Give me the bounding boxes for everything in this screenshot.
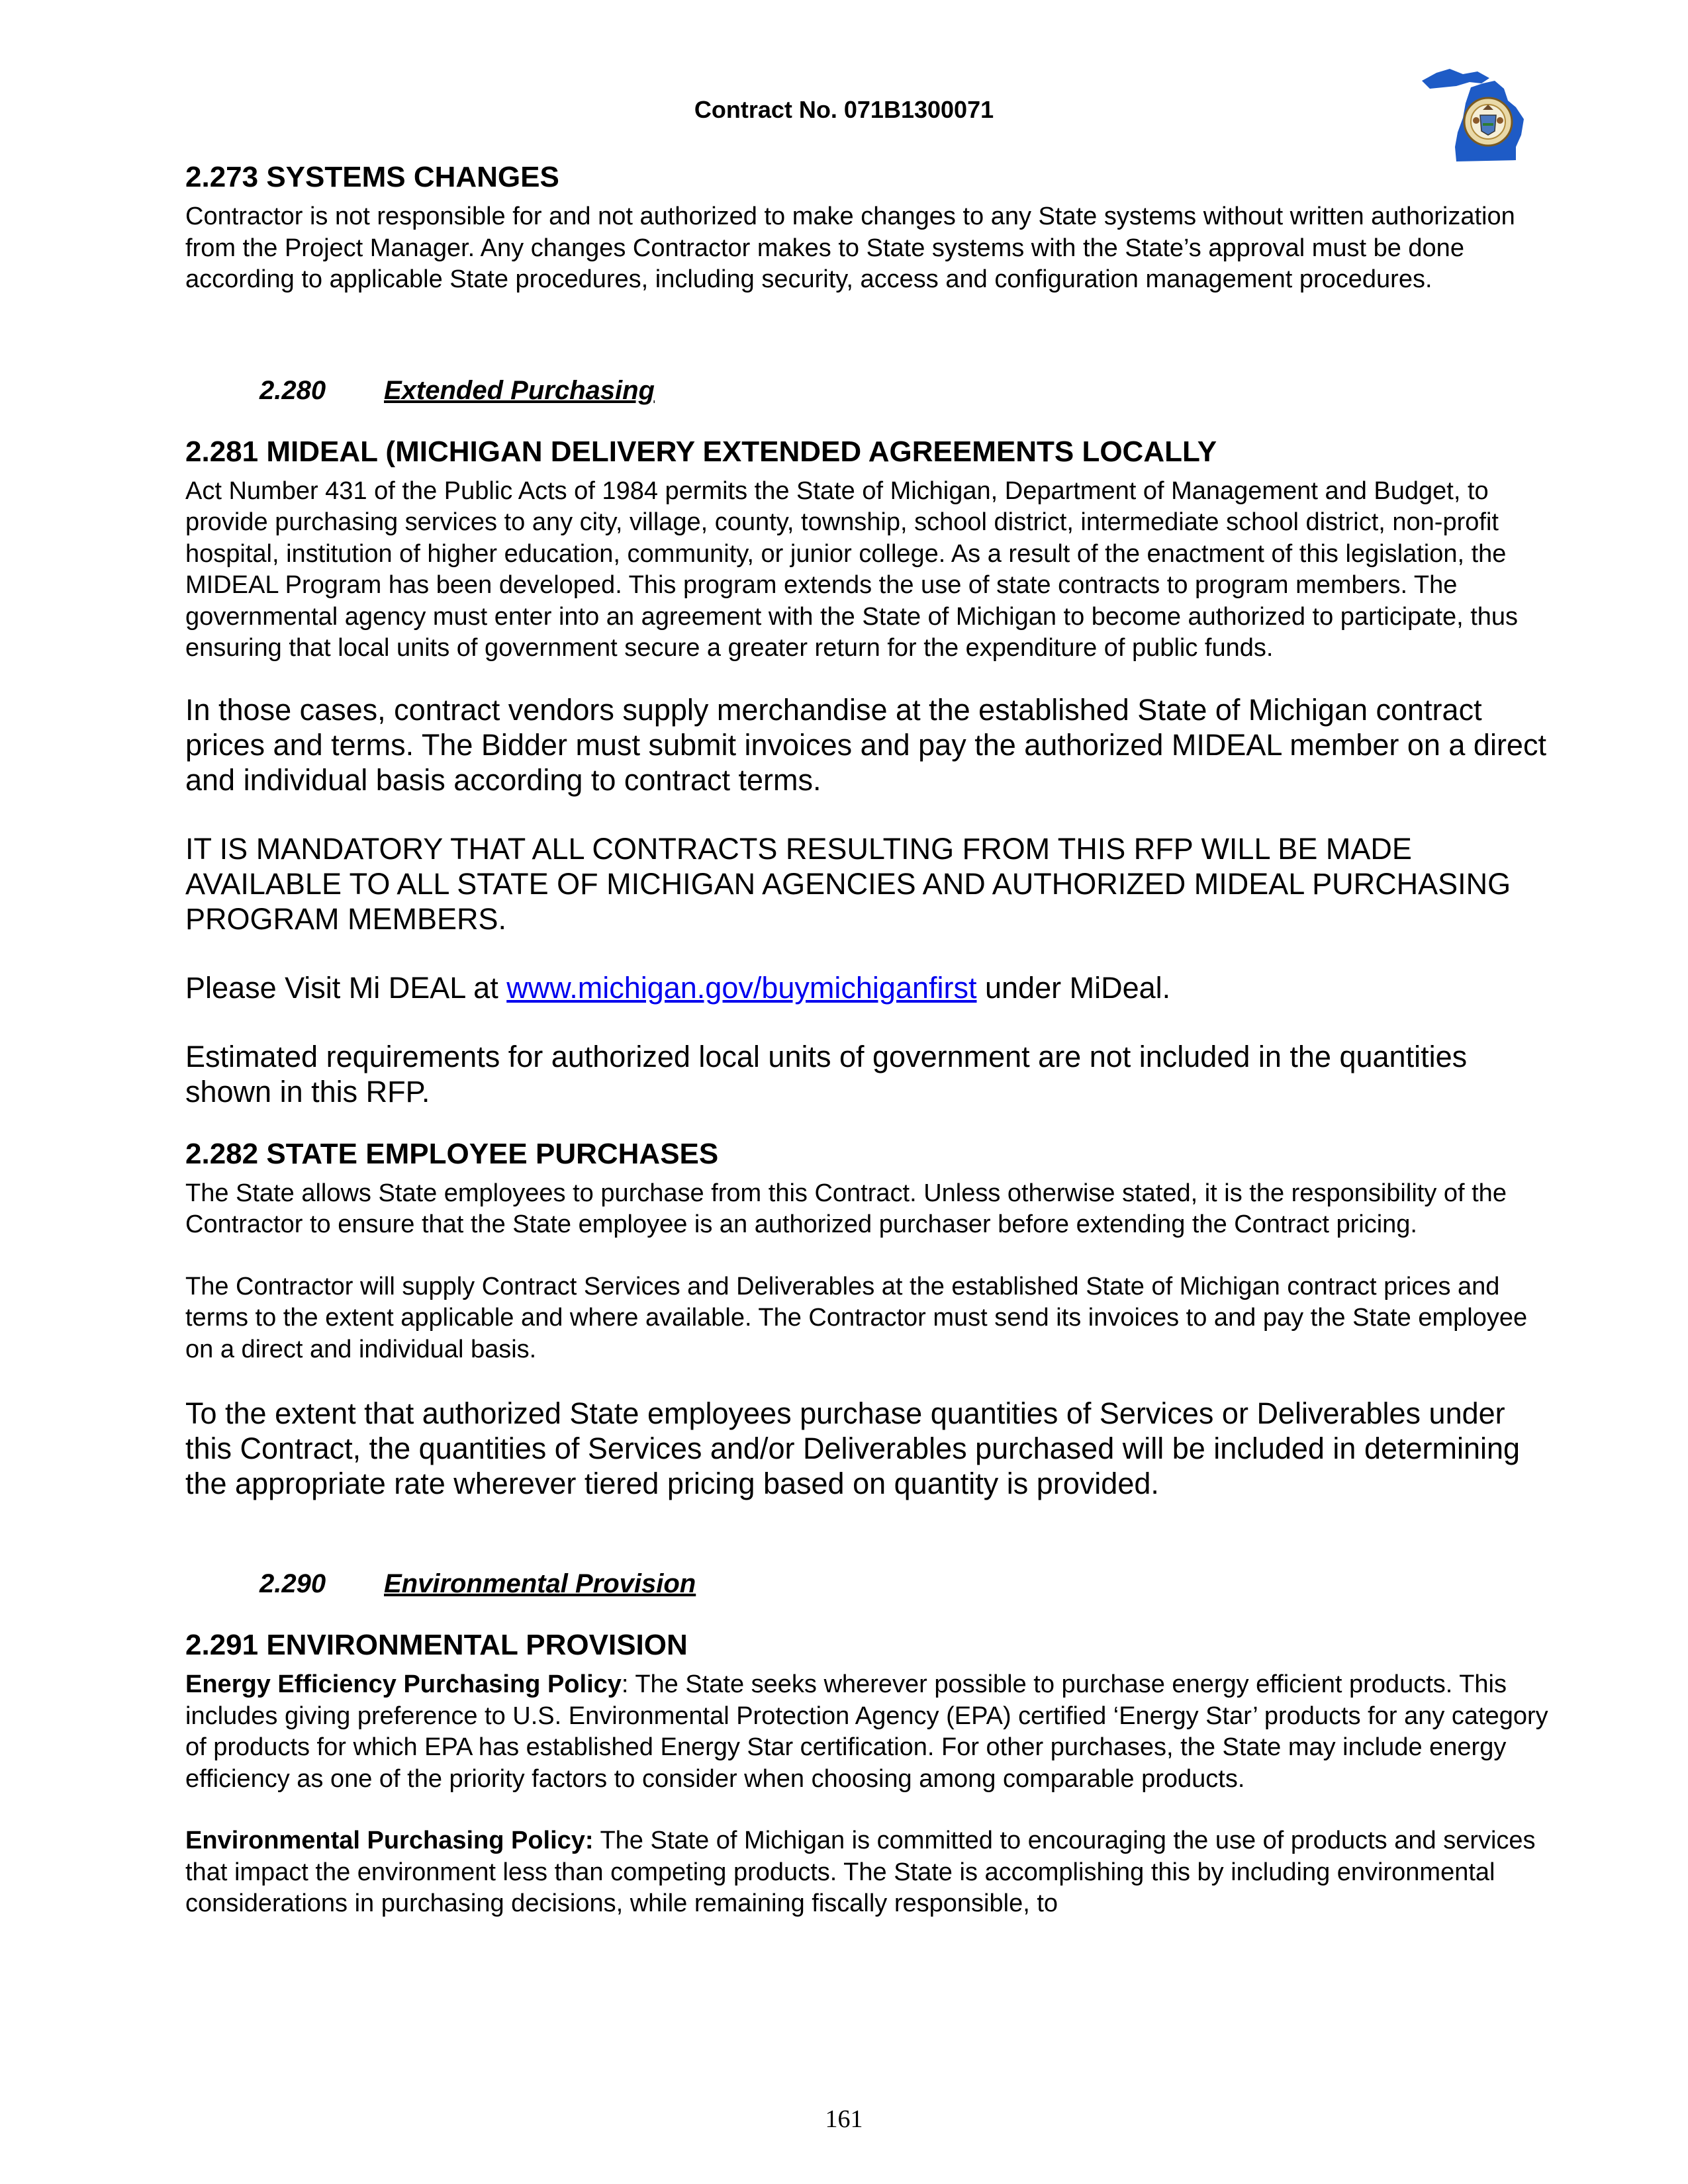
section-2-282-paragraph-1: The State allows State employees to purchase from this Contract. Unless otherwise stated, it is the responsibility of the Contractor to ensure that the State employee is an authorized purchaser before extending the Contract pricing. <box>185 1179 1507 1238</box>
page-number: 161 <box>825 2105 863 2133</box>
energy-policy-label: Energy Efficiency Purchasing Policy <box>185 1670 622 1698</box>
subsection-number: 2.290 <box>259 1569 326 1598</box>
section-2-281-paragraph-3: IT IS MANDATORY THAT ALL CONTRACTS RESULTING FROM THIS RFP WILL BE MADE AVAILABLE TO ALL STATE OF MICHIGAN AGENCIES AND AUTHORIZED MIDEAL PURCHASING PROGRAM MEMBERS. <box>185 831 1511 936</box>
contract-number-header: Contract No. 071B1300071 <box>694 96 994 123</box>
subsection-number: 2.280 <box>259 375 326 405</box>
visit-text-end: under MiDeal. <box>976 970 1171 1005</box>
environmental-policy-text: The State of Michigan is committed to encouraging the use of products and services that impact the environment less than competing products. The State is accomplishing this by including environmental considerations in purchasing decisions, while remaining fiscally responsible, to <box>185 1827 1536 1917</box>
buymichiganfirst-link[interactable]: www.michigan.gov/buymichiganfirst <box>506 970 977 1005</box>
section-2-281-paragraph-4 <box>185 970 1549 1005</box>
section-2-281-paragraph-5: Estimated requirements for authorized local units of government are not included in the quantities shown in this RFP. <box>185 1039 1468 1109</box>
subsection-heading-2-280 <box>185 374 1549 407</box>
section-heading-2-273: 2.273 SYSTEMS CHANGES <box>185 161 559 193</box>
document-body <box>185 159 1549 1920</box>
michigan-state-seal-icon <box>1417 54 1529 167</box>
subsection-heading-2-290 <box>185 1567 1549 1600</box>
section-heading-2-291: 2.291 ENVIRONMENTAL PROVISION <box>185 1629 688 1661</box>
energy-policy-text: : The State seeks wherever possible to purchase energy efficient products. This includes giving preference to U.S. Environmental Protection Agency (EPA) certified ‘Energy Star’ products for any category of products for which EPA has established Energy Star certification. For other purchases, the State may include energy efficiency as one of the priority factors to consider when choosing among comparable products. <box>185 1670 1548 1793</box>
section-2-282-paragraph-3: To the extent that authorized State employees purchase quantities of Services or Deliverables under this Contract, the quantities of Services and/or Deliverables purchased will be included in determining the appropriate rate wherever tiered pricing based on quantity is provided. <box>185 1396 1521 1500</box>
section-heading-2-281: 2.281 MIDEAL (MICHIGAN DELIVERY EXTENDED AGREEMENTS LOCALLY <box>185 435 1217 468</box>
environmental-policy-label: Environmental Purchasing Policy: <box>185 1827 594 1854</box>
section-2-291-paragraph-2 <box>185 1825 1549 1920</box>
visit-text: Please Visit Mi DEAL at <box>185 970 507 1005</box>
section-2-291-paragraph-1 <box>185 1669 1549 1795</box>
section-2-281-paragraph-1: Act Number 431 of the Public Acts of 1984 permits the State of Michigan, Department of Management and Budget, to provide purchasing services to any city, village, county, township, school district, intermediate school district, non-profit hospital, institution of higher education, community, or junior college. As a result of the enactment of this legislation, the MIDEAL Program has been developed. This program extends the use of state contracts to program members. The governmental agency must enter into an agreement with the State of Michigan to become authorized to participate, thus ensuring that local units of government secure a greater return for the expenditure of public funds. <box>185 477 1519 662</box>
section-2-273-paragraph: Contractor is not responsible for and not authorized to make changes to any State systems without written authorization from the Project Manager. Any changes Contractor makes to State systems with the State’s approval must be done according to applicable State procedures, including security, access and configuration management procedures. <box>185 203 1515 293</box>
subsection-title: Environmental Provision <box>384 1569 696 1598</box>
section-heading-2-282: 2.282 STATE EMPLOYEE PURCHASES <box>185 1137 719 1170</box>
section-2-281-paragraph-2: In those cases, contract vendors supply merchandise at the established State of Michigan contract prices and terms. The Bidder must submit invoices and pay the authorized MIDEAL member on a direct and individual basis according to contract terms. <box>185 692 1546 797</box>
subsection-title: Extended Purchasing <box>384 375 655 405</box>
section-2-282-paragraph-2: The Contractor will supply Contract Services and Deliverables at the established State of Michigan contract prices and terms to the extent applicable and where available. The Contractor must send its invoices to and pay the State employee on a direct and individual basis. <box>185 1272 1528 1363</box>
